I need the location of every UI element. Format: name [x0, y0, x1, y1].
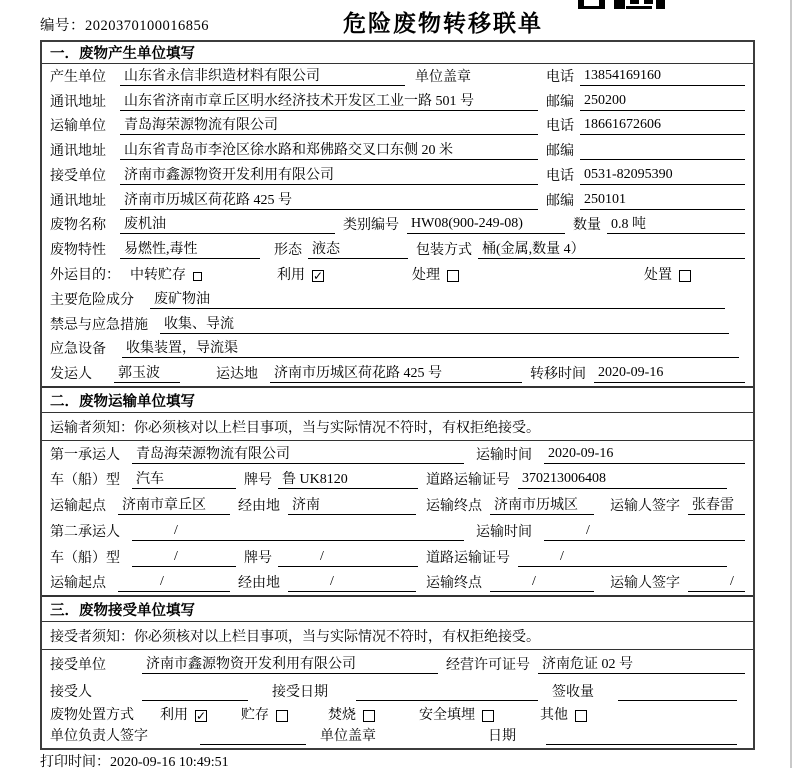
checkbox-unchecked-icon [575, 710, 587, 722]
disposal-opt-utilize: 利用 [160, 708, 188, 724]
accept-date-value [356, 683, 538, 701]
origin1-label: 运输起点 [50, 499, 106, 515]
disposal-label: 废物处置方式 [50, 708, 134, 724]
plate2-value: / [278, 549, 418, 567]
equipment-value: 收集装置，导流渠 [122, 337, 739, 358]
row-producer [42, 64, 753, 89]
recv-label: 接受单位 [50, 168, 106, 184]
category-value: HW08(900-249-08) [407, 216, 565, 234]
row-accept-unit [42, 650, 753, 677]
manifest-form [40, 40, 755, 750]
disposal-opt-storage: 贮存 [241, 708, 269, 724]
row-responsible-signature [42, 727, 753, 748]
sign1-label: 运输人签字 [610, 499, 680, 515]
accept-unit-label: 接受单位 [50, 658, 106, 674]
responsible-sign-value [200, 727, 306, 745]
row-disposal-method [42, 704, 753, 727]
print-time-value: 2020-09-16 10:49:51 [110, 755, 229, 768]
trans-value: 青岛海荣源物流有限公司 [120, 114, 538, 135]
origin1-value: 济南市章丘区 [118, 494, 230, 515]
transporter-notice: 运输者须知：你必须核对以上栏目事项，当与实际情况不符时，有权拒绝接受。 [42, 413, 753, 441]
checkbox-unchecked-icon [447, 270, 459, 282]
section2-header: 二．废物运输单位填写 [42, 386, 753, 413]
time2-label: 运输时间 [476, 524, 532, 540]
recv-value: 济南市鑫源物资开发利用有限公司 [120, 164, 538, 185]
post1-value: 250200 [580, 93, 745, 111]
sign1-value: 张春雷 [688, 494, 745, 515]
addr1-label: 通讯地址 [50, 94, 106, 110]
end2-value: / [490, 574, 594, 592]
purpose-opt-dispose: 处置 [644, 268, 672, 284]
taboo-value: 收集、导流 [160, 313, 729, 334]
post2-value [580, 142, 745, 160]
sign2-label: 运输人签字 [610, 576, 680, 592]
row-producer-address [42, 89, 753, 114]
plate1-label: 牌号 [244, 473, 272, 489]
qr-code-fragment [578, 0, 668, 9]
sender-label: 发运人 [50, 367, 92, 383]
transfer-time-label: 转移时间 [530, 367, 586, 383]
page-title: 危险废物转移联单 [343, 11, 543, 36]
road-permit1-value: 370213006408 [518, 471, 727, 489]
road-permit1-label: 道路运输证号 [426, 473, 510, 489]
responsible-sign-label: 单位负责人签字 [50, 729, 148, 745]
phone1-value: 13854169160 [580, 68, 745, 86]
row-accepter [42, 677, 753, 704]
destination-value: 济南市历城区荷花路 425 号 [270, 362, 522, 383]
doc-number-value: 2020370100016856 [85, 18, 209, 34]
row-receiver [42, 163, 753, 188]
end2-label: 运输终点 [426, 576, 482, 592]
carrier2-label: 第二承运人 [50, 524, 120, 540]
disposal-opt-other: 其他 [540, 708, 568, 724]
checkbox-unchecked-icon [276, 710, 288, 722]
sign2-value: / [688, 574, 745, 592]
phone3-value: 0531-82095390 [580, 167, 745, 185]
row-dispatcher [42, 361, 753, 386]
section1-header: 一．废物产生单位填写 [42, 42, 753, 64]
equipment-label: 应急设备 [50, 342, 106, 358]
phone2-label: 电话 [546, 119, 574, 135]
row-carrier2 [42, 518, 753, 544]
post2-label: 邮编 [546, 144, 574, 160]
property-label: 废物特性 [50, 243, 106, 259]
unit-seal-label: 单位盖章 [320, 729, 376, 745]
producer-value: 山东省永信非织造材料有限公司 [120, 65, 405, 86]
seal-label: 单位盖章 [415, 69, 471, 85]
purpose-label: 外运目的： [50, 268, 120, 284]
origin2-label: 运输起点 [50, 576, 106, 592]
trans-label: 运输单位 [50, 119, 106, 135]
time1-value: 2020-09-16 [544, 446, 745, 464]
addr1-value: 山东省济南市章丘区明水经济技术开发区工业一路 501 号 [120, 90, 538, 111]
form-value: 液态 [308, 238, 408, 259]
sender-value: 郭玉波 [114, 362, 180, 383]
checkbox-unchecked-icon [363, 710, 375, 722]
phone3-label: 电话 [546, 168, 574, 184]
hazard-label: 主要危险成分 [50, 292, 134, 308]
page-edge-line [790, 0, 792, 768]
road-permit2-value: / [518, 549, 727, 567]
row-taboo-measures [42, 312, 753, 337]
via1-value: 济南 [288, 494, 416, 515]
license-label: 经营许可证号 [446, 658, 530, 674]
vehicle2-label: 车（船）型 [50, 550, 120, 566]
time1-label: 运输时间 [476, 447, 532, 463]
via2-label: 经由地 [238, 576, 280, 592]
purpose-opt-treat: 处理 [412, 268, 440, 284]
addr2-label: 通讯地址 [50, 144, 106, 160]
print-time-label: 打印时间： [40, 755, 110, 768]
checkbox-unchecked-icon [193, 272, 202, 281]
waste-name-label: 废物名称 [50, 218, 106, 234]
checkbox-checked-icon: ✓ [313, 269, 324, 284]
addr3-value: 济南市历城区荷花路 425 号 [120, 189, 538, 210]
accepter-value [142, 683, 248, 701]
waste-name-value: 废机油 [120, 213, 335, 234]
addr2-value: 山东省青岛市李沧区徐水路和郑佛路交叉口东侧 20 米 [120, 139, 538, 160]
received-qty-label: 签收量 [552, 685, 594, 701]
destination-label: 运达地 [216, 367, 258, 383]
checkbox-unchecked-icon [679, 270, 691, 282]
hazard-value: 废矿物油 [150, 288, 725, 309]
addr3-label: 通讯地址 [50, 193, 106, 209]
checkbox-checked-icon: ✓ [196, 709, 207, 724]
doc-number-label: 编号： [40, 18, 85, 34]
post1-label: 邮编 [546, 94, 574, 110]
row-receiver-address [42, 188, 753, 213]
license-value: 济南危证 02 号 [538, 653, 745, 674]
vehicle1-value: 汽车 [132, 468, 236, 489]
carrier2-value: / [132, 523, 464, 541]
row-emergency-equipment [42, 337, 753, 362]
row-waste-property [42, 237, 753, 262]
disposal-opt-incinerate: 焚烧 [328, 708, 356, 724]
row-route1 [42, 492, 753, 518]
quantity-label: 数量 [573, 218, 601, 234]
received-qty-value [618, 683, 737, 701]
row-hazard-components [42, 287, 753, 312]
road-permit2-label: 道路运输证号 [426, 550, 510, 566]
post3-value: 250101 [580, 192, 745, 210]
plate2-label: 牌号 [244, 550, 272, 566]
post3-label: 邮编 [546, 193, 574, 209]
via1-label: 经由地 [238, 499, 280, 515]
print-time [40, 751, 229, 768]
row-vehicle2 [42, 544, 753, 570]
category-label: 类别编号 [343, 218, 399, 234]
origin2-value: / [118, 574, 230, 592]
form-label: 形态 [274, 243, 302, 259]
taboo-label: 禁忌与应急措施 [50, 317, 148, 333]
row-route2 [42, 570, 753, 596]
phone1-label: 电话 [546, 69, 574, 85]
checkbox-unchecked-icon [482, 710, 494, 722]
end1-label: 运输终点 [426, 499, 482, 515]
purpose-opt-storage: 中转贮存 [130, 268, 186, 284]
carrier1-value: 青岛海荣源物流有限公司 [132, 443, 464, 464]
purpose-opt-utilize: 利用 [277, 268, 305, 284]
via2-value: / [288, 574, 416, 592]
packing-label: 包装方式 [416, 243, 472, 259]
accept-date-label: 接受日期 [272, 685, 328, 701]
plate1-value: 鲁 UK8120 [278, 468, 418, 489]
row-waste-name [42, 213, 753, 238]
property-value: 易燃性,毒性 [120, 238, 260, 259]
vehicle1-label: 车（船）型 [50, 473, 120, 489]
receiver-notice: 接受者须知：你必须核对以上栏目事项，当与实际情况不符时，有权拒绝接受。 [42, 622, 753, 650]
time2-value: / [544, 523, 745, 541]
row-carrier1 [42, 441, 753, 467]
section3-header: 三．废物接受单位填写 [42, 595, 753, 622]
transfer-time-value: 2020-09-16 [594, 365, 745, 383]
end1-value: 济南市历城区 [490, 494, 594, 515]
accepter-label: 接受人 [50, 685, 92, 701]
row-vehicle1 [42, 467, 753, 493]
row-transfer-purpose [42, 262, 753, 287]
producer-label: 产生单位 [50, 69, 106, 85]
vehicle2-value: / [132, 549, 236, 567]
packing-value: 桶(金属,数量 4） [478, 238, 745, 259]
row-transporter [42, 114, 753, 139]
row-transporter-address [42, 138, 753, 163]
date-value [546, 727, 737, 745]
phone2-value: 18661672606 [580, 117, 745, 135]
disposal-opt-landfill: 安全填埋 [419, 708, 475, 724]
carrier1-label: 第一承运人 [50, 447, 120, 463]
date-label: 日期 [488, 729, 516, 745]
quantity-value: 0.8 吨 [607, 213, 745, 234]
accept-unit-value: 济南市鑫源物资开发利用有限公司 [142, 653, 438, 674]
